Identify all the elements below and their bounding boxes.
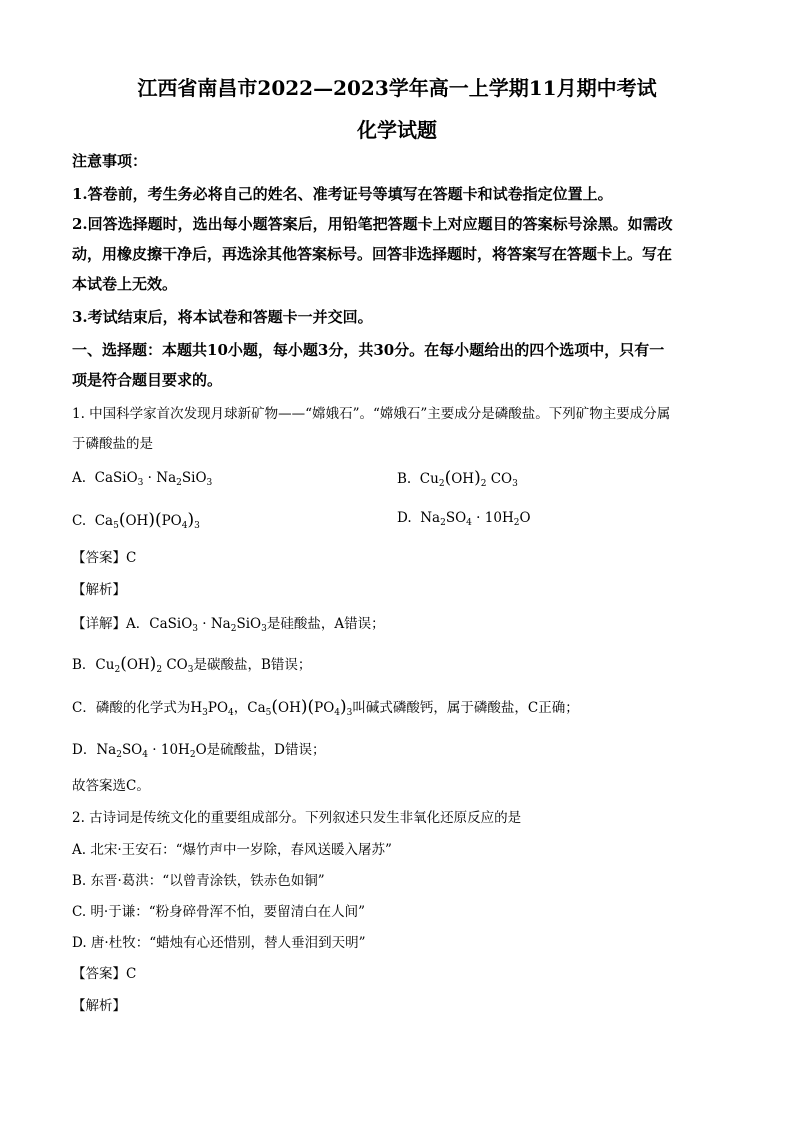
q1-detail-b-suffix: 是碳酸盐，B错误； xyxy=(193,657,312,673)
q1-option-c-label: C. xyxy=(72,513,87,529)
q2-analysis-label: 【解析】 xyxy=(72,998,126,1014)
q2-option-a: A. 北宋·王安石：“爆竹声中一岁除，春风送暖入屠苏” xyxy=(72,842,392,858)
q1-detail-d-formula: $Na_2SO_4 \cdot 10H_2O$ xyxy=(96,742,207,760)
page-title: 江西省南昌市2022—2023学年高一上学期11月期中考试 xyxy=(137,76,657,100)
q1-option-d-label: D. xyxy=(397,510,412,526)
q1-option-c xyxy=(72,510,200,530)
q2-option-b: B. 东晋·葛洪：“以曾青涂铁，铁赤色如铜” xyxy=(72,873,325,889)
q1-detail-c-prefix: C．磷酸的化学式为 xyxy=(72,700,191,716)
q1-option-d-formula: $Na_2SO_4 \cdot 10H_2O$ xyxy=(415,510,531,528)
notice-heading: 注意事项： xyxy=(72,152,148,170)
q1-option-b xyxy=(397,468,518,488)
q1-detail-d-suffix: 是硫酸盐，D错误； xyxy=(206,742,326,758)
q1-analysis-label: 【解析】 xyxy=(72,582,126,598)
q1-option-a-label: A. xyxy=(72,470,87,486)
section1-heading-line-2: 项是符合题目要求的。 xyxy=(72,371,223,389)
q2-option-d: D. 唐·杜牧：“蜡烛有心还惜别，替人垂泪到天明” xyxy=(72,935,366,951)
q2-answer: 【答案】C xyxy=(72,966,137,982)
notice-item-3: 3.考试结束后，将本试卷和答题卡一并交回。 xyxy=(72,308,373,326)
q1-option-b-label: B. xyxy=(397,471,412,487)
q1-detail-d-prefix: D． xyxy=(72,742,97,758)
q2-option-c: C. 明·于谦：“粉身碎骨浑不怕，要留清白在人间” xyxy=(72,904,366,920)
q1-stem-line-1: 1. 中国科学家首次发现月球新矿物——“嫦娥石”。“嫦娥石”主要成分是磷酸盐。下列矿物主要成分属 xyxy=(72,406,671,422)
q1-option-d xyxy=(397,510,531,526)
q1-option-b-formula: $Cu_2(OH)_2$ $CO_3$ xyxy=(415,468,518,489)
q1-detail-a-suffix: 是硅酸盐，A错误； xyxy=(266,616,385,632)
q1-detail-c xyxy=(72,696,579,717)
page-subtitle: 化学试题 xyxy=(357,118,437,142)
q1-conclusion: 故答案选C。 xyxy=(72,778,150,794)
q2-stem: 2. 古诗词是传统文化的重要组成部分。下列叙述只发生非氧化还原反应的是 xyxy=(72,810,522,826)
q1-detail-a-prefix: 【详解】A． xyxy=(72,616,150,632)
q1-detail-a-formula: CaSiO$_3$ · $Na_2SiO_3$ xyxy=(149,616,267,634)
notice-item-2-line-2: 动，用橡皮擦干净后，再选涂其他答案标号。回答非选择题时，将答案写在答题卡上。写在 xyxy=(72,245,673,263)
q1-detail-c-mid: ， xyxy=(233,700,248,716)
q1-detail-b-prefix: B． xyxy=(72,657,96,673)
q1-detail-a xyxy=(72,612,385,632)
notice-item-2-line-3: 本试卷上无效。 xyxy=(72,275,178,293)
q1-detail-b xyxy=(72,653,311,674)
section1-heading-line-1: 一、选择题：本题共10小题，每小题3分，共30分。在每小题给出的四个选项中，只有一 xyxy=(72,341,665,359)
q1-answer: 【答案】C xyxy=(72,550,137,566)
q1-detail-b-formula: $Cu_2(OH)_2$ $CO_3$ xyxy=(95,654,194,675)
q1-detail-d xyxy=(72,738,325,758)
q1-detail-c-formula-1: $H_3PO_4$ xyxy=(190,700,234,718)
notice-item-1: 1.答卷前，考生务必将自己的姓名、准考证号等填写在答题卡和试卷指定位置上。 xyxy=(72,185,613,203)
q1-option-a-formula: CaSiO$_3$ · $Na_2SiO_3$ xyxy=(90,470,213,488)
q1-option-a xyxy=(72,470,212,486)
q1-detail-c-formula-2: $Ca_5(OH)(PO_4)_3$ xyxy=(247,697,353,718)
q1-option-c-formula: $Ca_5(OH)(PO_4)_3$ xyxy=(90,510,200,531)
notice-item-2-line-1: 2.回答选择题时，选出每小题答案后，用铅笔把答题卡上对应题目的答案标号涂黑。如需改 xyxy=(72,215,673,233)
q1-stem-line-2: 于磷酸盐的是 xyxy=(72,436,153,452)
q1-detail-c-suffix: 叫碱式磷酸钙，属于磷酸盐，C正确； xyxy=(352,700,579,716)
